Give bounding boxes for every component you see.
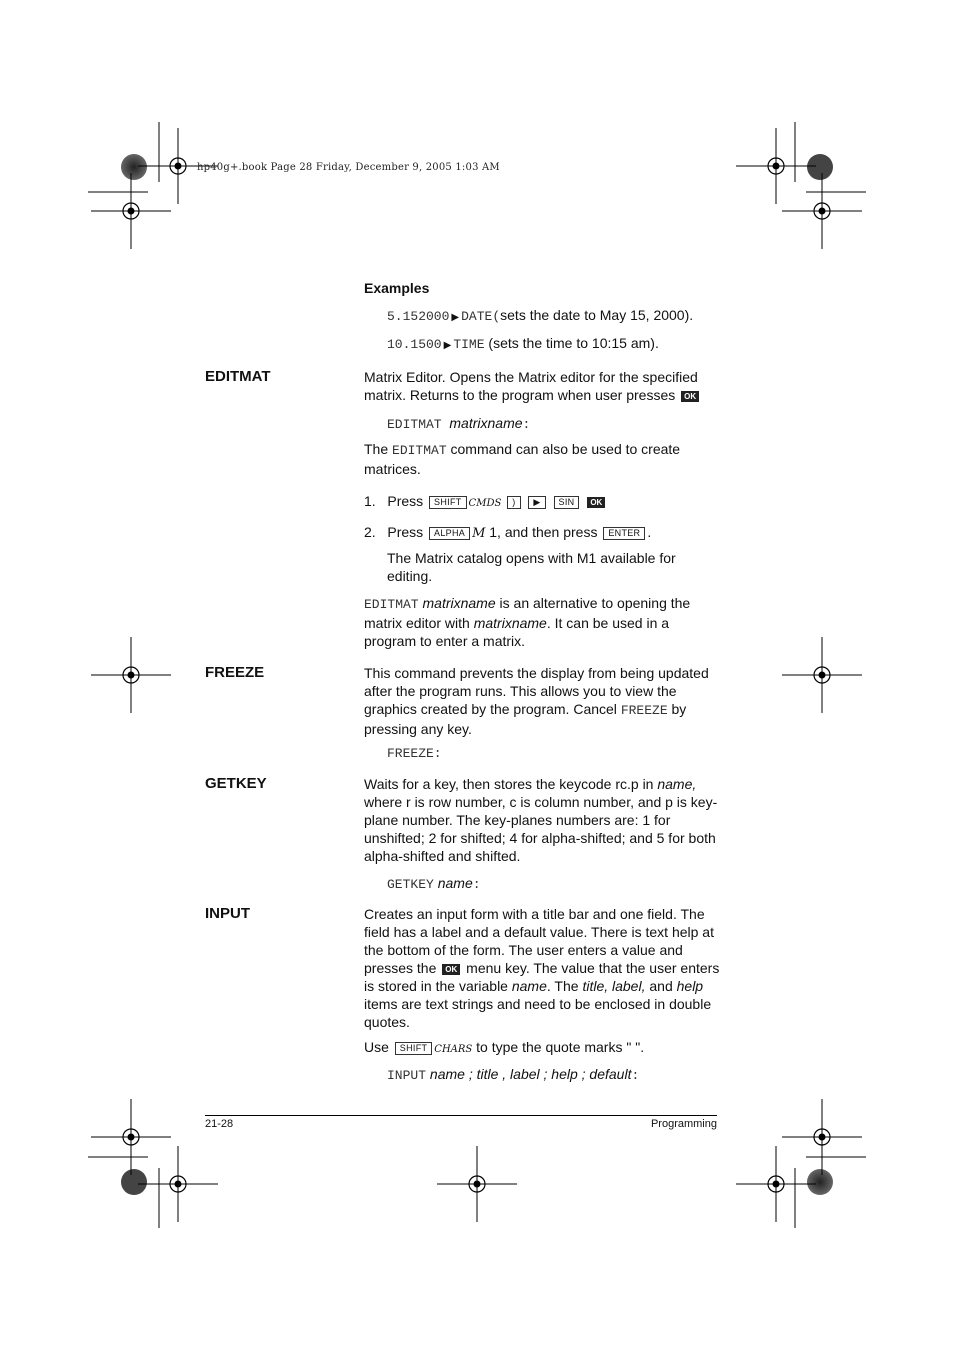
- step-end: .: [647, 524, 652, 540]
- enter-key-icon: ENTER: [603, 527, 645, 540]
- input-line5-name: name: [511, 978, 547, 994]
- getkey-syntax-arg: name: [437, 875, 473, 891]
- example-date-command: DATE(: [461, 309, 501, 324]
- input-line1: Creates an input form with a title bar and one field. The: [364, 906, 705, 922]
- footer-page-number: 21-28: [205, 1118, 234, 1130]
- editmat-alternative: [364, 594, 724, 650]
- editmat-note-line2: matrices.: [364, 461, 421, 477]
- input-line3: the bottom of the form. The user enters a value and: [364, 942, 683, 958]
- input-line5-help: help: [676, 978, 704, 994]
- example-time-text: (sets the time to 10:15 am).: [484, 335, 659, 351]
- alt-text2a: matrix editor with: [364, 615, 474, 631]
- footer-rule: [205, 1115, 717, 1116]
- alt-line1: [364, 594, 724, 614]
- ok-key-icon: OK: [442, 964, 460, 975]
- store-arrow-icon: ▶: [451, 312, 460, 323]
- running-head: hp40g+.book Page 28 Friday, December 9, 2005 1:03 AM: [197, 162, 500, 173]
- editmat-description: [364, 368, 724, 404]
- step-text-after: 1, and then press: [485, 524, 598, 540]
- paren-key-icon: ): [507, 496, 520, 509]
- freeze-heading: FREEZE: [205, 664, 265, 681]
- getkey-line5: alpha-shifted and shifted.: [364, 848, 521, 864]
- alt-text2b: . It can be used in a: [546, 615, 670, 631]
- editmat-step-1: [364, 492, 724, 513]
- step-note-line2: editing.: [387, 568, 433, 584]
- ok-key-icon: OK: [587, 497, 605, 508]
- freeze-syntax: FREEZE:: [387, 746, 442, 761]
- editmat-syntax-arg: matrixname: [449, 415, 523, 431]
- getkey-line1a: Waits for a key, then stores the keycode rc.p in: [364, 776, 658, 792]
- input-line7: quotes.: [364, 1014, 410, 1030]
- input-quote-hint: [364, 1038, 724, 1059]
- editmat-desc-line2: [364, 386, 724, 404]
- editmat-syntax-command: EDITMAT: [387, 417, 442, 432]
- shift-key-icon: SHIFT: [395, 1042, 433, 1055]
- freeze-line2: after the program runs. This allows you to view the: [364, 683, 677, 699]
- freeze-line3b: by: [667, 701, 687, 717]
- example-date: [387, 306, 747, 327]
- step-text: Press: [387, 493, 424, 509]
- editmat-syntax: [387, 414, 747, 434]
- freeze-line4: pressing any key.: [364, 721, 472, 737]
- input-line5b: . The: [546, 978, 583, 994]
- step-number: 1.: [364, 493, 376, 509]
- cmds-label: CMDS: [468, 498, 502, 509]
- editmat-step-2-note: [387, 549, 707, 585]
- editmat-syntax-end: :: [522, 417, 531, 432]
- input-syntax: [387, 1065, 747, 1085]
- getkey-syntax-command: GETKEY: [387, 877, 434, 892]
- input-heading: INPUT: [205, 905, 250, 922]
- getkey-description: [364, 775, 724, 865]
- input-line5a: is stored in the variable: [364, 978, 512, 994]
- editmat-note-the: The: [364, 441, 389, 457]
- right-arrow-key-icon: ▶: [528, 496, 545, 509]
- editmat-note-text: command can also be used to create: [450, 441, 681, 457]
- getkey-syntax: [387, 874, 747, 894]
- getkey-syntax-end: :: [472, 877, 481, 892]
- freeze-description: [364, 664, 724, 738]
- freeze-line3-command: FREEZE: [620, 703, 668, 718]
- freeze-line3: [364, 700, 724, 720]
- getkey-line1: [364, 775, 724, 793]
- alpha-key-icon: ALPHA: [429, 527, 470, 540]
- input-line5-title: title, label,: [582, 978, 646, 994]
- getkey-line2: where r is row number, c is column number, and p is key-: [364, 794, 718, 810]
- alt-text1: is an alternative to opening the: [495, 595, 691, 611]
- chars-label: CHARS: [434, 1044, 473, 1055]
- example-time: [387, 334, 747, 355]
- example-date-text: sets the date to May 15, 2000).: [500, 307, 694, 323]
- input-syntax-args: name ; title , label ; help ; default: [429, 1066, 632, 1082]
- editmat-desc-line2-text: matrix. Returns to the program when user presses: [364, 387, 676, 403]
- editmat-note-line1: [364, 440, 724, 460]
- input-description: [364, 905, 724, 1031]
- input-use-b: to type the quote marks " ".: [472, 1039, 645, 1055]
- example-time-command: TIME: [453, 337, 485, 352]
- input-line4: [364, 959, 724, 977]
- editmat-note: [364, 440, 724, 478]
- getkey-heading: GETKEY: [205, 775, 267, 792]
- freeze-line3a: graphics created by the program. Cancel: [364, 701, 621, 717]
- getkey-line3: plane number. The key-planes numbers are: 1 for: [364, 812, 671, 828]
- step-text: Press: [387, 524, 424, 540]
- sin-key-icon: SIN: [554, 496, 580, 509]
- getkey-line1-arg: name,: [657, 776, 697, 792]
- editmat-note-command: EDITMAT: [392, 443, 447, 458]
- input-syntax-command: INPUT: [387, 1068, 427, 1083]
- input-line4b: menu key. The value that the user enters: [462, 960, 720, 976]
- step-note-line1: The Matrix catalog opens with M1 available for: [387, 550, 676, 566]
- input-line6: items are text strings and need to be enclosed in double: [364, 996, 712, 1012]
- examples-title: Examples: [364, 280, 430, 296]
- alt-text2-arg: matrixname: [473, 615, 547, 631]
- input-line5: [364, 977, 724, 995]
- alt-arg: matrixname: [422, 595, 496, 611]
- input-line5c: and: [645, 978, 677, 994]
- store-arrow-icon: ▶: [443, 340, 452, 351]
- input-line2: field has a label and a default value. There is text help at: [364, 924, 714, 940]
- ok-key-icon: OK: [681, 391, 699, 402]
- step-number: 2.: [364, 524, 376, 540]
- input-line4a: presses the: [364, 960, 437, 976]
- editmat-heading: EDITMAT: [205, 368, 271, 385]
- editmat-step-2: [364, 523, 724, 543]
- getkey-line4: unshifted; 2 for shifted; 4 for alpha-shifted; and 5 for both: [364, 830, 716, 846]
- input-syntax-end: :: [631, 1068, 640, 1083]
- example-time-value: 10.1500: [387, 337, 442, 352]
- freeze-line1: This command prevents the display from being updated: [364, 665, 709, 681]
- alt-line2: [364, 614, 724, 632]
- input-use-a: Use: [364, 1039, 389, 1055]
- footer-section: Programming: [650, 1118, 717, 1130]
- editmat-desc-line1: Matrix Editor. Opens the Matrix editor for the specified: [364, 369, 698, 385]
- alt-line3: program to enter a matrix.: [364, 633, 526, 649]
- example-date-value: 5.152000: [387, 309, 450, 324]
- shift-key-icon: SHIFT: [429, 496, 467, 509]
- alt-command: EDITMAT: [364, 597, 419, 612]
- m-label: M: [472, 526, 486, 541]
